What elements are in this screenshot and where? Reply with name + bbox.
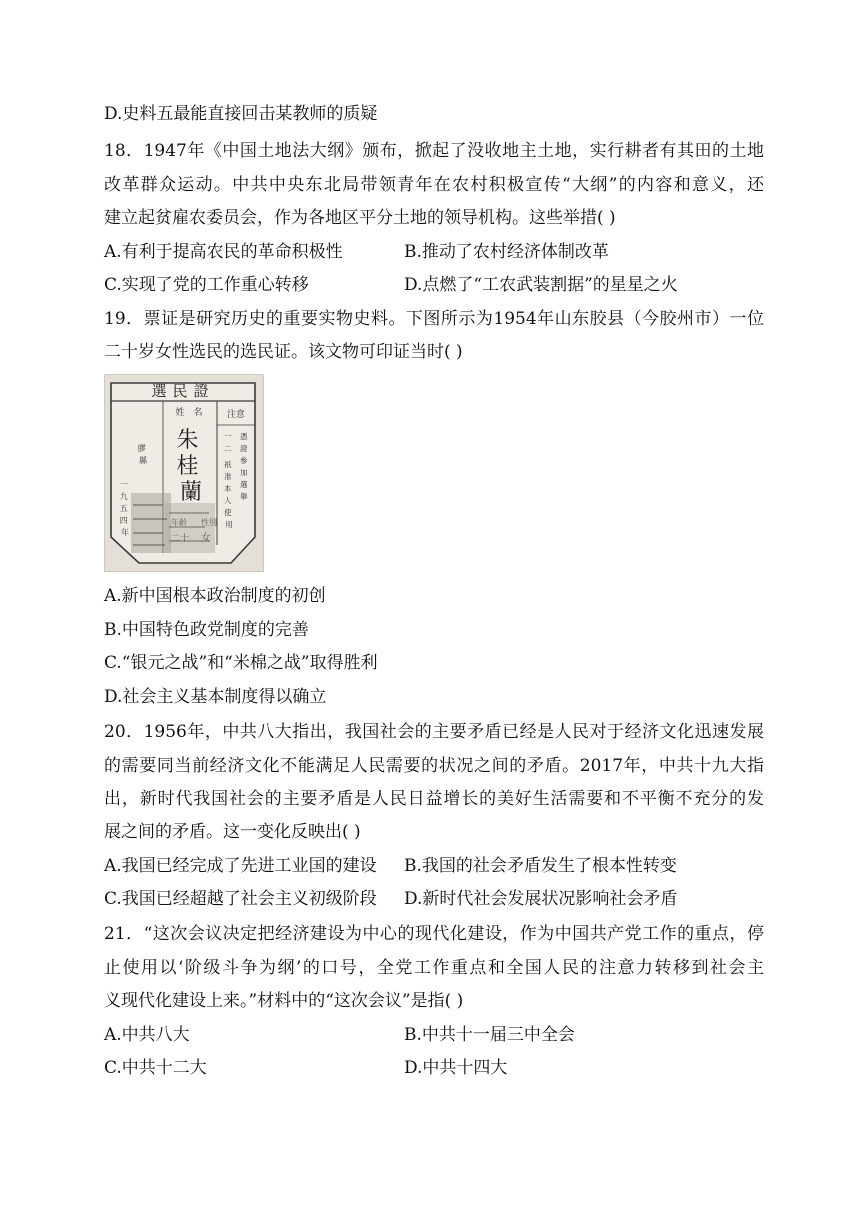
voter-card-notice-label: 注意 (226, 410, 246, 420)
q21-stem-line-2: 止使用以‘阶级斗争为纲’的口号，全党工作重点和全国人民的注意力转移到社会主 (104, 958, 764, 978)
voter-card-date: 一 九 五 四 年 (119, 480, 129, 537)
voter-card-name-label: 姓 名 (175, 408, 203, 418)
q18-option-c: C.实现了党的工作重心转移 (104, 275, 309, 295)
q18-option-a: A.有利于提高农民的革命积极性 (104, 242, 343, 262)
voter-card-name: 朱 桂 蘭 (176, 428, 203, 505)
voter-card-county: 膠 縣 (137, 444, 147, 465)
q18-option-d: D.点燃了“工农武装割据”的星星之火 (404, 275, 678, 295)
voter-card-photo (104, 374, 264, 572)
q21-stem-line-1: 21．“这次会议决定把经济建设为中心的现代化建设，作为中国共产党工作的重点，停 (104, 924, 764, 944)
q20-stem-line-1: 20．1956年，中共八大指出，我国社会的主要矛盾已经是人民对于经济文化迅速发展 (104, 722, 764, 742)
q19-stem-line-1: 19．票证是研究历史的重要实物史料。下图所示为1954年山东胶县（今胶州市）一位 (104, 309, 764, 329)
q17-option-d: D.史料五最能直接回击某教师的质疑 (104, 104, 378, 124)
q21-option-b: B.中共十一届三中全会 (404, 1025, 575, 1045)
voter-card-age-label: 年齡 (171, 518, 187, 527)
q21-option-c: C.中共十二大 (104, 1058, 207, 1078)
q20-stem-line-3: 出，新时代我国社会的主要矛盾是人民日益增长的美好生活需要和不平衡不充分的发 (104, 789, 764, 809)
q18-stem-line-1: 18．1947年《中国土地法大纲》颁布，掀起了没收地主土地，实行耕者有其田的土地 (104, 141, 764, 161)
q20-option-d: D.新时代社会发展状况影响社会矛盾 (404, 889, 678, 909)
voter-card-gender-label: 性別 (201, 518, 217, 527)
q19-stem-line-2: 二十岁女性选民的选民证。该文物可印证当时( ) (104, 342, 463, 362)
q21-option-d: D.中共十四大 (404, 1058, 508, 1078)
q19-option-c: C.“银元之战”和“米棉之战”取得胜利 (104, 653, 378, 673)
q21-option-a: A.中共八大 (104, 1025, 190, 1045)
q19-option-a: A.新中国根本政治制度的初创 (104, 586, 326, 606)
voter-card-gender: 女 (201, 533, 211, 544)
q20-option-c: C.我国已经超越了社会主义初级阶段 (104, 889, 377, 909)
q20-option-b: B.我国的社会矛盾发生了根本性转变 (404, 856, 677, 876)
voter-card-title: 選民證 (151, 382, 215, 400)
voter-card-notice-text: 一 二 憑 證 參 加 選 舉 祇 准 本 人 使 用 (224, 432, 248, 529)
q20-stem-line-2: 的需要同当前经济文化不能满足人民需要的状况之间的矛盾。2017年，中共十九大指 (104, 756, 764, 776)
q21-stem-line-3: 义现代化建设上来。”材料中的“这次会议”是指( ) (104, 991, 464, 1011)
q19-option-d: D.社会主义基本制度得以确立 (104, 687, 327, 707)
q19-option-b: B.中国特色政党制度的完善 (104, 620, 309, 640)
q20-option-a: A.我国已经完成了先进工业国的建设 (104, 856, 377, 876)
voter-card-age: 二十 (171, 534, 190, 544)
q18-option-b: B.推动了农村经济体制改革 (404, 242, 609, 262)
q18-stem-line-2: 改革群众运动。中共中央东北局带领青年在农村积极宣传“大纲”的内容和意义，还 (104, 175, 764, 195)
q20-stem-line-4: 展之间的矛盾。这一变化反映出( ) (104, 822, 361, 842)
q18-stem-line-3: 建立起贫雇农委员会，作为各地区平分土地的领导机构。这些举措( ) (104, 208, 616, 228)
